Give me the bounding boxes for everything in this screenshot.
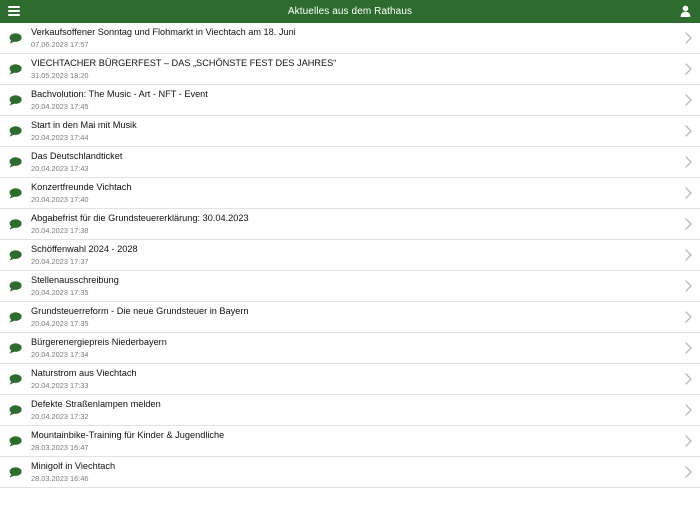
news-title: Start in den Mai mit Musik bbox=[31, 120, 137, 130]
news-title: Bachvolution: The Music - Art - NFT - Event bbox=[31, 89, 208, 99]
speech-bubble-icon bbox=[9, 374, 22, 385]
chevron-right-icon bbox=[685, 156, 692, 168]
news-date: 20.04.2023 17:38 bbox=[31, 226, 89, 235]
speech-bubble-icon bbox=[9, 188, 22, 199]
news-list-item[interactable] bbox=[0, 333, 700, 364]
news-list-item[interactable] bbox=[0, 209, 700, 240]
news-list-item[interactable] bbox=[0, 364, 700, 395]
chevron-right-icon bbox=[685, 342, 692, 354]
news-date: 20.04.2023 17:44 bbox=[31, 133, 89, 142]
news-title: Schöffenwahl 2024 - 2028 bbox=[31, 244, 138, 254]
speech-bubble-icon bbox=[9, 95, 22, 106]
news-title: Verkaufsoffener Sonntag und Flohmarkt in Viechtach am 18. Juni bbox=[31, 27, 296, 37]
news-title: Bürgerenergiepreis Niederbayern bbox=[31, 337, 167, 347]
speech-bubble-icon bbox=[9, 436, 22, 447]
news-list-item[interactable] bbox=[0, 178, 700, 209]
speech-bubble-icon bbox=[9, 64, 22, 75]
news-title: Grundsteuerreform - Die neue Grundsteuer in Bayern bbox=[31, 306, 249, 316]
news-title: Defekte Straßenlampen melden bbox=[31, 399, 161, 409]
chevron-right-icon bbox=[685, 187, 692, 199]
speech-bubble-icon bbox=[9, 343, 22, 354]
speech-bubble-icon bbox=[9, 157, 22, 168]
news-date: 20.04.2023 17:40 bbox=[31, 195, 89, 204]
news-title: Konzertfreunde Vichtach bbox=[31, 182, 132, 192]
news-title: VIECHTACHER BÜRGERFEST – DAS „SCHÖNSTE FEST DES JAHRES“ bbox=[31, 58, 337, 68]
news-date: 20.04.2023 17:35 bbox=[31, 319, 89, 328]
news-list bbox=[0, 23, 700, 488]
news-title: Naturstrom aus Viechtach bbox=[31, 368, 137, 378]
chevron-right-icon bbox=[685, 404, 692, 416]
news-list-item[interactable] bbox=[0, 271, 700, 302]
news-date: 20.04.2023 17:33 bbox=[31, 381, 89, 390]
chevron-right-icon bbox=[685, 249, 692, 261]
speech-bubble-icon bbox=[9, 312, 22, 323]
chevron-right-icon bbox=[685, 280, 692, 292]
chevron-right-icon bbox=[685, 94, 692, 106]
news-list-item[interactable] bbox=[0, 457, 700, 488]
hamburger-menu-icon[interactable] bbox=[8, 6, 20, 17]
news-date: 20.04.2023 17:43 bbox=[31, 164, 89, 173]
news-list-item[interactable] bbox=[0, 240, 700, 271]
scrollbar[interactable] bbox=[697, 26, 699, 521]
news-list-item[interactable] bbox=[0, 54, 700, 85]
page-title: Aktuelles aus dem Rathaus bbox=[287, 6, 413, 17]
speech-bubble-icon bbox=[9, 126, 22, 137]
news-date: 31.05.2023 18:20 bbox=[31, 71, 89, 80]
speech-bubble-icon bbox=[9, 281, 22, 292]
speech-bubble-icon bbox=[9, 250, 22, 261]
news-list-item[interactable] bbox=[0, 116, 700, 147]
news-title: Stellenausschreibung bbox=[31, 275, 119, 285]
news-list-item[interactable] bbox=[0, 302, 700, 333]
chevron-right-icon bbox=[685, 125, 692, 137]
news-list-item[interactable] bbox=[0, 85, 700, 116]
chevron-right-icon bbox=[685, 373, 692, 385]
news-date: 28.03.2023 16:47 bbox=[31, 443, 89, 452]
news-date: 20.04.2023 17:45 bbox=[31, 102, 89, 111]
chevron-right-icon bbox=[685, 32, 692, 44]
top-navigation-bar bbox=[0, 0, 700, 23]
speech-bubble-icon bbox=[9, 405, 22, 416]
news-date: 20.04.2023 17:35 bbox=[31, 288, 89, 297]
chevron-right-icon bbox=[685, 311, 692, 323]
news-date: 20.04.2023 17:37 bbox=[31, 257, 89, 266]
news-list-item[interactable] bbox=[0, 395, 700, 426]
speech-bubble-icon bbox=[9, 219, 22, 230]
speech-bubble-icon bbox=[9, 467, 22, 478]
user-icon[interactable] bbox=[680, 5, 691, 17]
chevron-right-icon bbox=[685, 435, 692, 447]
news-list-item[interactable] bbox=[0, 147, 700, 178]
news-title: Das Deutschlandticket bbox=[31, 151, 123, 161]
news-title: Minigolf in Viechtach bbox=[31, 461, 116, 471]
news-title: Abgabefrist für die Grundsteuererklärung: 30.04.2023 bbox=[31, 213, 249, 223]
speech-bubble-icon bbox=[9, 33, 22, 44]
news-title: Mountainbike-Training für Kinder & Jugendliche bbox=[31, 430, 225, 440]
news-date: 07.06.2023 17:57 bbox=[31, 40, 89, 49]
news-date: 20.04.2023 17:34 bbox=[31, 350, 89, 359]
news-date: 28.03.2023 16:46 bbox=[31, 474, 89, 483]
chevron-right-icon bbox=[685, 63, 692, 75]
news-date: 20.04.2023 17:32 bbox=[31, 412, 89, 421]
news-list-item[interactable] bbox=[0, 23, 700, 54]
chevron-right-icon bbox=[685, 218, 692, 230]
chevron-right-icon bbox=[685, 466, 692, 478]
news-list-item[interactable] bbox=[0, 426, 700, 457]
